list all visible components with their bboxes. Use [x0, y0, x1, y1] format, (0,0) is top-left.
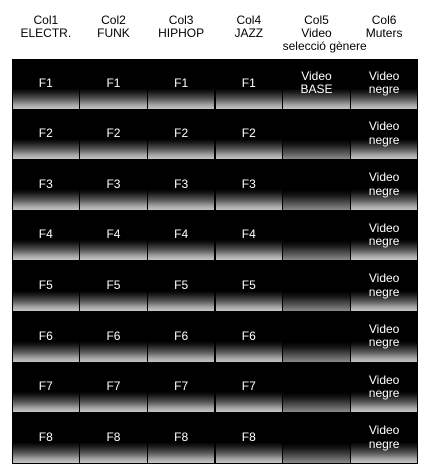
clip-slot-button[interactable]	[216, 414, 282, 463]
clip-slot-label: Video negre	[368, 321, 400, 350]
clip-slot-label: F8	[174, 429, 189, 444]
clip-slot-label: F1	[174, 75, 189, 90]
clip-slot-button[interactable]	[13, 414, 79, 463]
clip-slot-label: F6	[241, 328, 256, 343]
clip-slot-label: Video negre	[368, 372, 400, 401]
clip-slot-label: Video negre	[368, 220, 400, 249]
clip-slot-label: Video negre	[368, 423, 400, 451]
clip-slot-label: F2	[106, 126, 121, 141]
clip-slot-button[interactable]	[283, 111, 349, 160]
clip-slot-button[interactable]	[148, 263, 214, 312]
clip-slot-button[interactable]	[13, 212, 79, 261]
clip-slot-button[interactable]	[80, 60, 146, 109]
clip-slot-button[interactable]	[283, 60, 349, 109]
clip-slot-button[interactable]	[283, 161, 349, 210]
clip-slot-button[interactable]	[216, 313, 282, 362]
clip-slot-label: F5	[38, 278, 53, 293]
column-header-subtitle: Muters	[365, 26, 403, 40]
column-header-subtitle: HIPHOP	[158, 26, 205, 40]
clip-slot-button[interactable]	[148, 313, 214, 362]
clip-slot-button[interactable]	[80, 364, 146, 413]
clip-slot-label: F8	[106, 429, 121, 444]
clip-slot-label: Video BASE	[300, 68, 333, 97]
clip-slot-label: F7	[38, 379, 53, 394]
clip-launch-grid	[12, 59, 418, 464]
clip-slot-button[interactable]	[216, 111, 282, 160]
clip-slot-button[interactable]	[148, 161, 214, 210]
clip-slot-label: F1	[241, 75, 256, 90]
clip-slot-button[interactable]	[283, 263, 349, 312]
column-header-3	[147, 0, 215, 58]
clip-slot-button[interactable]	[148, 111, 214, 160]
column-header-subtitle: ELECTR.	[20, 26, 72, 40]
column-header-subtitle: Video	[301, 26, 332, 40]
clip-slot-button[interactable]	[13, 111, 79, 160]
clip-slot-button[interactable]	[80, 414, 146, 463]
column-header-6	[350, 0, 418, 58]
grid-row-2	[12, 111, 418, 160]
clip-slot-label: Video negre	[368, 271, 400, 299]
column-header-title: Col2	[101, 13, 126, 27]
clip-slot-button[interactable]	[283, 212, 349, 261]
clip-slot-label: F2	[38, 126, 53, 141]
clip-slot-button[interactable]	[148, 414, 214, 463]
clip-slot-button[interactable]	[351, 313, 417, 362]
column-header-4	[215, 0, 283, 58]
clip-slot-button[interactable]	[13, 161, 79, 210]
clip-slot-label: F5	[106, 278, 121, 293]
clip-slot-button[interactable]	[351, 212, 417, 261]
column-header-subtitle: FUNK	[97, 26, 130, 40]
clip-slot-label: F4	[38, 227, 53, 242]
clip-slot-label: F7	[174, 379, 189, 394]
grid-row-7	[12, 364, 418, 413]
clip-slot-button[interactable]	[351, 263, 417, 312]
clip-slot-label: F3	[241, 176, 256, 191]
clip-slot-button[interactable]	[80, 263, 146, 312]
clip-slot-button[interactable]	[13, 364, 79, 413]
clip-slot-button[interactable]	[351, 364, 417, 413]
clip-slot-label: Video negre	[368, 170, 400, 198]
column-header-5	[282, 0, 367, 58]
grid-row-4	[12, 212, 418, 261]
clip-slot-button[interactable]	[148, 364, 214, 413]
clip-slot-label: F3	[106, 176, 121, 191]
clip-slot-label: Video negre	[368, 68, 400, 97]
clip-slot-button[interactable]	[80, 212, 146, 261]
clip-slot-label: F6	[106, 328, 121, 343]
clip-slot-label: F5	[241, 278, 256, 293]
grid-row-5	[12, 263, 418, 312]
clip-slot-label: F2	[241, 126, 256, 141]
clip-slot-button[interactable]	[351, 414, 417, 463]
clip-slot-label: F1	[106, 75, 121, 90]
clip-slot-label: F5	[174, 278, 189, 293]
column-header-title: Col6	[371, 13, 397, 27]
clip-slot-button[interactable]	[216, 212, 282, 261]
clip-slot-label: F3	[38, 176, 53, 191]
clip-slot-label: Video negre	[368, 119, 400, 147]
clip-slot-button[interactable]	[13, 313, 79, 362]
clip-slot-button[interactable]	[283, 313, 349, 362]
clip-slot-button[interactable]	[13, 60, 79, 109]
clip-slot-button[interactable]	[216, 60, 282, 109]
clip-slot-button[interactable]	[80, 161, 146, 210]
clip-slot-button[interactable]	[216, 161, 282, 210]
clip-slot-label: F8	[241, 429, 256, 444]
clip-slot-button[interactable]	[351, 60, 417, 109]
clip-slot-button[interactable]	[283, 364, 349, 413]
clip-slot-label: F6	[174, 328, 189, 343]
clip-slot-button[interactable]	[216, 364, 282, 413]
column-header-subtitle: JAZZ	[234, 26, 264, 40]
column-header-1	[12, 0, 80, 58]
clip-slot-button[interactable]	[13, 263, 79, 312]
column-header-2	[80, 0, 148, 58]
clip-slot-button[interactable]	[80, 313, 146, 362]
clip-slot-label: F6	[38, 328, 53, 343]
clip-slot-button[interactable]	[80, 111, 146, 160]
grid-row-8	[12, 414, 418, 463]
column-header-title: Col3	[168, 13, 194, 27]
clip-slot-label: F1	[38, 75, 53, 90]
clip-slot-label: F7	[106, 379, 121, 394]
grid-row-3	[12, 161, 418, 210]
grid-row-1	[12, 60, 418, 109]
clip-slot-label: F2	[174, 126, 189, 141]
column-header-title: Col5	[304, 13, 329, 27]
clip-slot-label: F7	[241, 379, 256, 394]
clip-slot-label: F4	[174, 227, 189, 242]
clip-slot-button[interactable]	[283, 414, 349, 463]
clip-slot-button[interactable]	[351, 111, 417, 160]
clip-slot-button[interactable]	[351, 161, 417, 210]
grid-row-6	[12, 313, 418, 362]
clip-slot-button[interactable]	[148, 212, 214, 261]
clip-slot-label: F4	[106, 227, 121, 242]
clip-slot-label: F4	[241, 227, 256, 242]
clip-slot-label: F3	[174, 176, 189, 191]
clip-slot-label: F8	[38, 429, 53, 444]
column-header-row	[12, 0, 418, 58]
column-header-title: Col4	[236, 13, 262, 27]
column-header-title: Col1	[33, 13, 59, 27]
clip-slot-button[interactable]	[148, 60, 214, 109]
clip-slot-button[interactable]	[216, 263, 282, 312]
column-header-detail: selecció gènere	[282, 39, 367, 53]
